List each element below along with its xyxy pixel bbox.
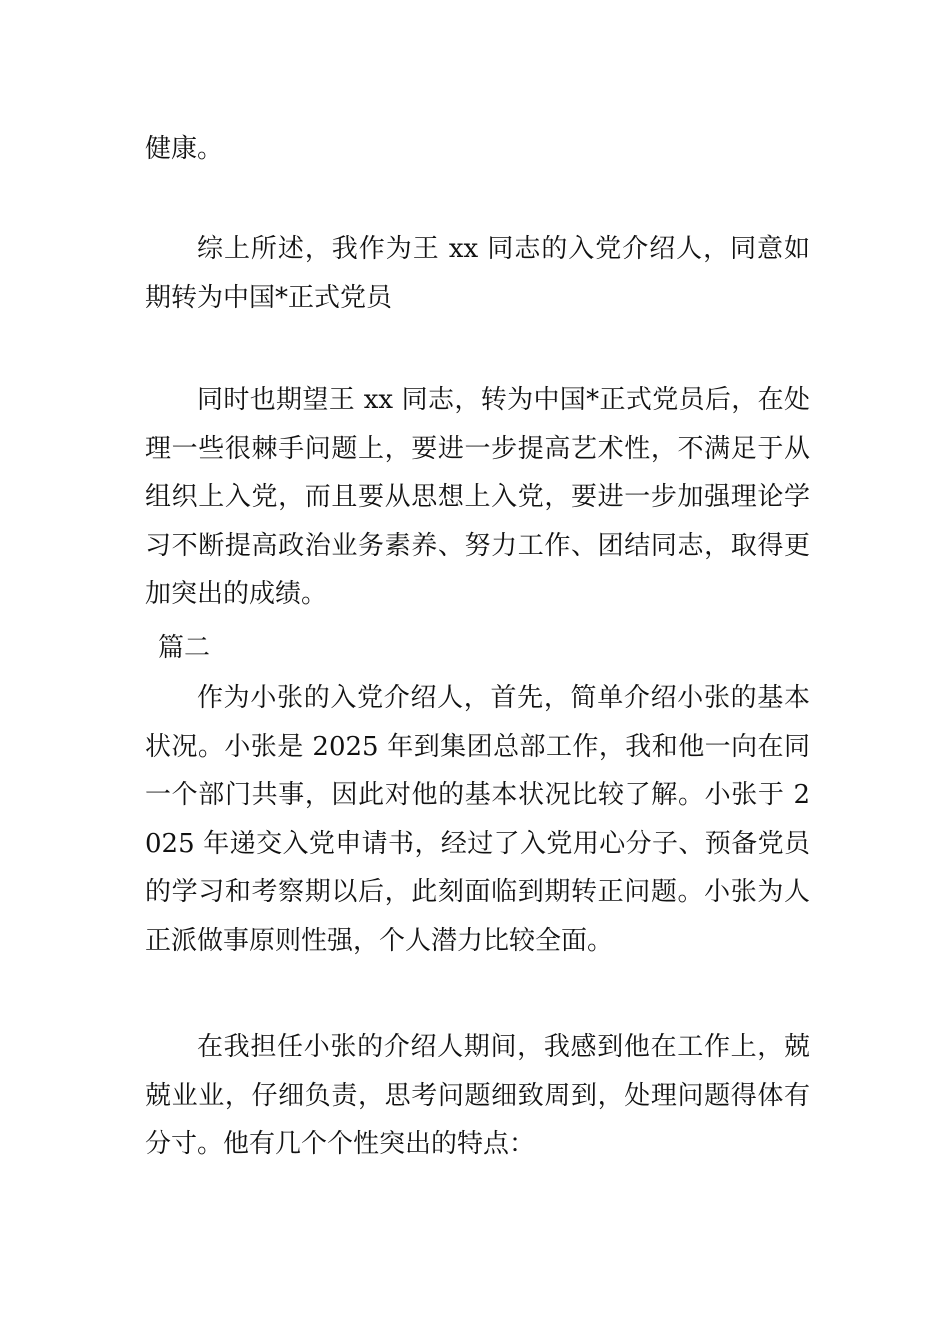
paragraph-evaluation: 在我担任小张的介绍人期间，我感到他在工作上，兢兢业业，仔细负责，思考问题细致周到，处理问题得体有分寸。他有几个个性突出的特点： [145,1032,810,1159]
paragraph-introduction: 作为小张的入党介绍人，首先，简单介绍小张的基本状况。小张是 2025 年到集团总部工作，我和他一向在同一个部门共事，因此对他的基本状况比较了解。小张于 2025 年递交入党申请书，经过了入党用心分子、预备党员的学习和考察期以后，此刻面临到期转正问题。小张为人正派做事原则性强，个人潜力比较全面。 [145,683,810,956]
paragraph-health: 健康。 [145,134,224,164]
paragraph-expectation: 同时也期望王 xx 同志，转为中国*正式党员后，在处理一些很棘手问题上，要进一步提高艺术性，不满足于从组织上入党，而且要从思想上入党，要进一步加强理论学习不断提高政治业务素养、努力工作、团结同志，取得更加突出的成绩。 [145,385,810,609]
section-heading: 篇二 [158,633,211,663]
paragraph-summary: 综上所述，我作为王 xx 同志的入党介绍人，同意如期转为中国*正式党员 [145,234,810,313]
